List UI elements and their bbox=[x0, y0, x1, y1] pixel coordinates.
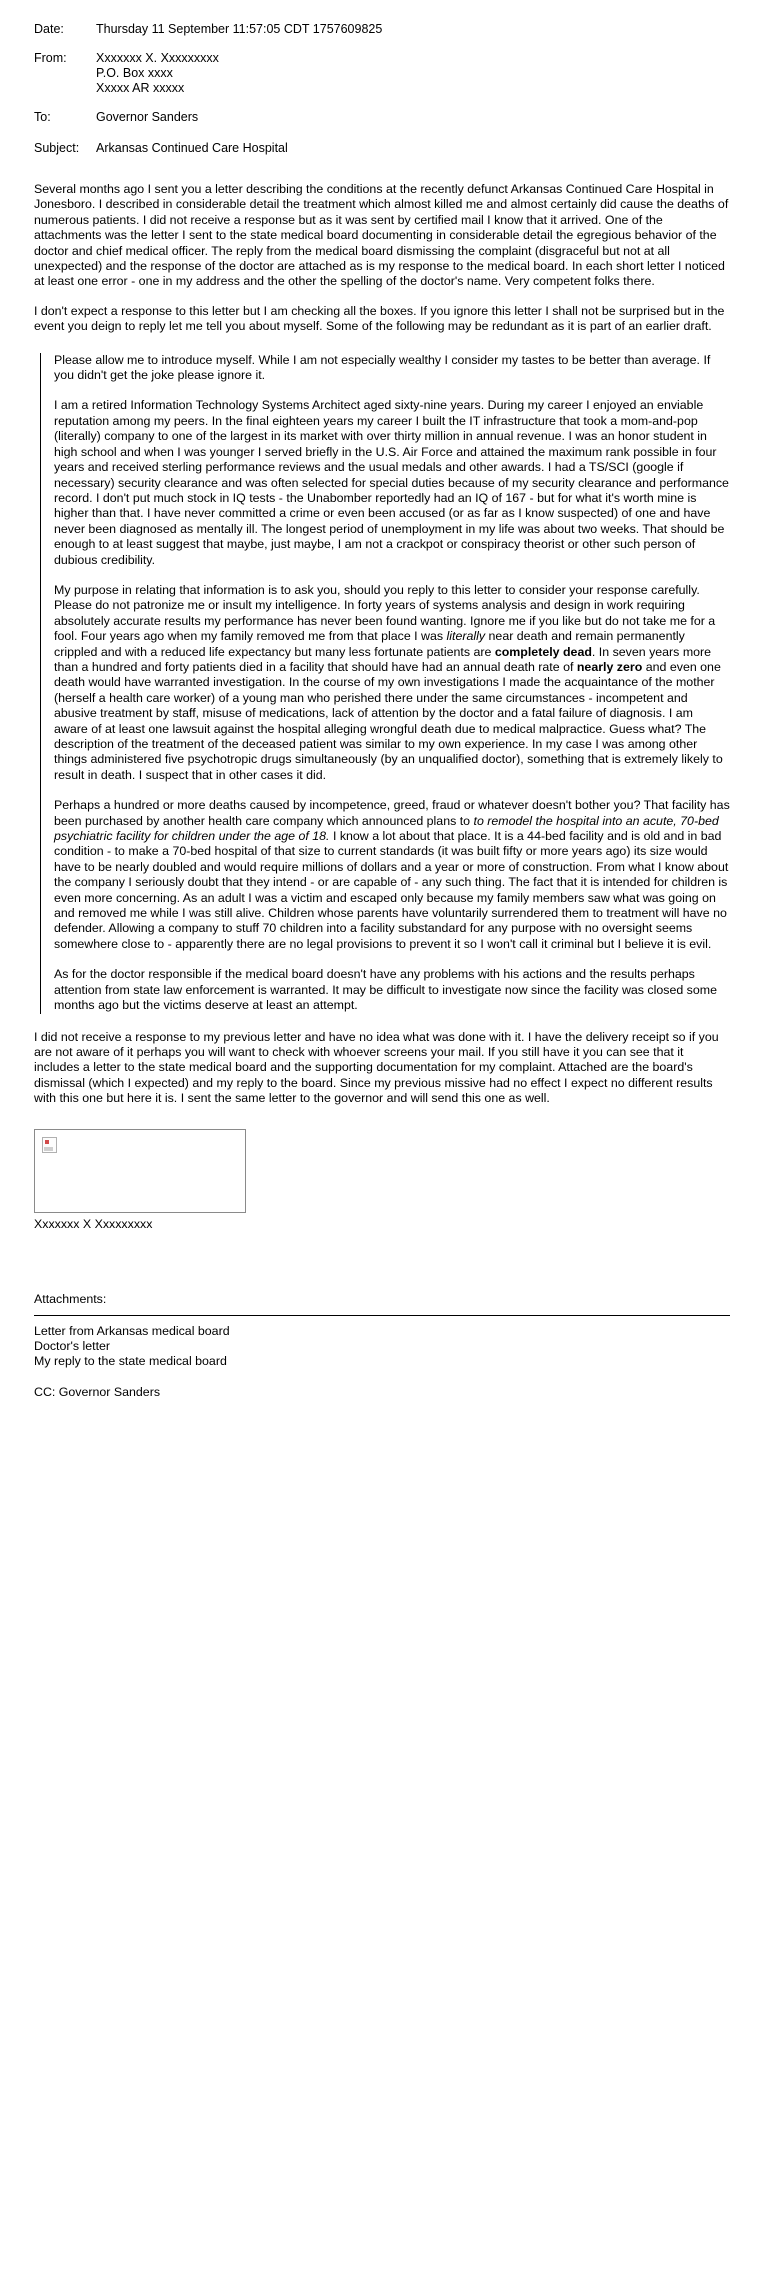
quote-3-italic-1: literally bbox=[446, 629, 486, 644]
quote-paragraph-3 bbox=[54, 583, 730, 783]
date-row bbox=[34, 22, 730, 37]
list-item[interactable]: Doctor's letter bbox=[34, 1338, 111, 1353]
body-paragraph-2: I don't expect a response to this letter but I am checking all the boxes. If you ignore this letter I shall not be surprised but in the event you deign to reply let me tell you about myself. Some of the following may be redundant as it is part of an earlier draft. bbox=[34, 303, 725, 334]
broken-image-icon bbox=[42, 1137, 57, 1153]
body-paragraph-1: Several months ago I sent you a letter describing the conditions at the recently defunct Arkansas Continued Care Hospital in Jonesboro. I described in considerable detail the treatment which almost killed me and almost certainly did cause the deaths of numerous patients. I did not receive a response but as it was sent by certified mail I know that it arrived. One of the attachments was the letter I sent to the state medical board documenting in considerable detail the egregious behavior of the doctor and chief medical officer. The reply from the medical board dismissing the complaint (disgraceful but not at all unexpected) and the response of the doctor are attached as is my response to the medical board. In each short letter I noticed at least one error - one in my address and the other the spelling of the doctor's name. Very competent folks there. bbox=[34, 182, 729, 289]
quote-4-part-b: I know a lot about that place. It is a 44-bed facility and is old and in bad condition - to make a 70-bed hospital of that size to current standards (it was built fifty or more years ago) its size would have to be nearly doubled and would require millions of dollars and a year or more of construction. From what I know about the company I seriously doubt that they intend - or are capable of - any such thing. The fact that it is intended for children is even more concerning. As an adult I was a victim and escaped only because my family members saw what was going on and removed me while I was still alive. Children whose parents have voluntarily surrendered them to treatment will have no defender. Allowing a company to stuff 70 children into a facility substandard for any purpose with no oversight seems somewhere close to - apparently there are no legal provisions to prevent it so I won't call it criminal but I believe it is evil. bbox=[54, 829, 729, 951]
from-line-3: Xxxxx AR xxxxx bbox=[96, 81, 185, 95]
quote-3-part-a: My purpose in relating that information is to ask you, should you reply to this letter to consider your response carefully. Please do not patronize me or insult my intelligence. In forty years of systems analysis and design in work requiring absolutely accurate results my performance has never been found wanting. Ignore me if you like but do not take me for a fool. Four years ago when my family removed me from that place I was bbox=[54, 582, 716, 644]
quote-paragraph-5: As for the doctor responsible if the medical board doesn't have any problems with his actions and the results perhaps attention from state law enforcement is warranted. It may be difficult to investigate now since the facility was closed some months ago but the victims deserve at least an attempt. bbox=[54, 967, 717, 1013]
to-value: Governor Sanders bbox=[96, 110, 199, 124]
subject-value: Arkansas Continued Care Hospital bbox=[96, 141, 288, 155]
list-item[interactable]: My reply to the state medical board bbox=[34, 1353, 227, 1368]
from-line-1: Xxxxxxx X. Xxxxxxxxx bbox=[96, 51, 219, 65]
quote-4-part-a: Perhaps a hundred or more deaths caused by incompetence, greed, fraud or whatever doesn't bother you? That facility has been purchased by another health care company which announced plans to bbox=[54, 798, 730, 828]
cc-line: CC: Governor Sanders bbox=[34, 1385, 161, 1400]
to-row bbox=[34, 110, 730, 125]
attachments-section bbox=[34, 1292, 730, 1401]
from-row bbox=[34, 51, 730, 96]
quote-3-bold-1: completely dead bbox=[494, 644, 592, 659]
quote-paragraph-1: Please allow me to introduce myself. While I am not especially wealthy I consider my tastes to be better than average. If you didn't get the joke please ignore it. bbox=[54, 352, 711, 383]
quote-3-bold-2: nearly zero bbox=[576, 659, 643, 674]
to-label: To: bbox=[34, 110, 51, 124]
attachments-list bbox=[34, 1324, 730, 1370]
attachments-divider bbox=[34, 1315, 730, 1316]
body-paragraph-3: I did not receive a response to my previous letter and have no idea what was done with it. I have the delivery receipt so if you are not aware of it perhaps you will want to check with whoever screens your mail. If you still have it you can see that it includes a letter to the state medical board and the supporting documentation for my complaint. Attached are the board's dismissal (which I expected) and my reply to the board. Since my previous missive had no effect I expect no different results with this one but here it is. I sent the same letter to the governor and will send this one as well. bbox=[34, 1029, 719, 1106]
from-value bbox=[96, 51, 730, 96]
subject-row bbox=[34, 141, 730, 156]
quote-3-part-b: near death and remain permanently crippled and with a reduced life expectancy but many less fortunate patients are bbox=[54, 629, 685, 659]
signature: Xxxxxxx X Xxxxxxxxx bbox=[34, 1216, 153, 1231]
quote-paragraph-4 bbox=[54, 798, 730, 952]
quote-3-part-d: and even one death would have warranted investigation. In the course of my own investigations I made the acquaintance of the mother (herself a health care worker) of a young man who perished there under the same circumstances - incompetent and abusive treatment by staff, misuse of medications, lack of attention by the doctor and a fatal failure of diagnosis. I am aware of at least one lawsuit against the hospital alleging wrongful death due to medical malpractice. Guess what? The description of the treatment of the deceased patient was similar to my own experience. In my case I was among other things administered five psychotropic drugs simultaneously (by an unqualified doctor), something that is extremely likely to result in death. I suspect that in other cases it did. bbox=[54, 659, 723, 782]
list-item[interactable]: Letter from Arkansas medical board bbox=[34, 1323, 230, 1338]
attachments-title: Attachments: bbox=[34, 1291, 107, 1306]
from-line-2: P.O. Box xxxx bbox=[96, 66, 173, 80]
embedded-image-placeholder bbox=[34, 1129, 246, 1213]
letter-header bbox=[34, 22, 730, 156]
from-label: From: bbox=[34, 51, 67, 65]
letter-body bbox=[34, 182, 730, 1107]
quote-3-part-c: . In seven years more than a hundred and forty patients died in a facility that should have had an annual death rate of bbox=[54, 644, 712, 674]
date-value: Thursday 11 September 11:57:05 CDT 1757609825 bbox=[96, 22, 383, 36]
subject-label: Subject: bbox=[34, 141, 80, 155]
date-label: Date: bbox=[34, 22, 64, 36]
quoted-block bbox=[40, 353, 730, 1014]
quote-paragraph-2: I am a retired Information Technology Systems Architect aged sixty-nine years. During my career I enjoyed an enviable reputation among my peers. In the final eighteen years my career I built the IT infrastructure that took a mom-and-pop (literally) company to one of the largest in its market with over thirty million in annual revenue. I was an honor student in high school and when I was younger I served briefly in the U.S. Air Force and attained the maximum rank possible in four years and received sterling performance reviews and the usual medals and other awards. I had a TS/SCI (google if necessary) security clearance and was often selected for special duties because of my security clearance and performance record. I don't put much stock in IQ tests - the Unabomber reportedly had an IQ of 167 - but for what it's worth mine is higher than that. I have never committed a crime or even been accused (or as far as I know suspected) of one and have never been diagnosed as mentally ill. The longest period of unemployment in my life was about two weeks. That should be enough to at least suggest that maybe, just maybe, I am not a crackpot or conspiracy theorist or other such person of dubious credibility. bbox=[54, 398, 729, 567]
quote-4-italic-1: to remodel the hospital into an acute, 70-bed psychiatric facility for children under the age of 18. bbox=[54, 813, 719, 844]
